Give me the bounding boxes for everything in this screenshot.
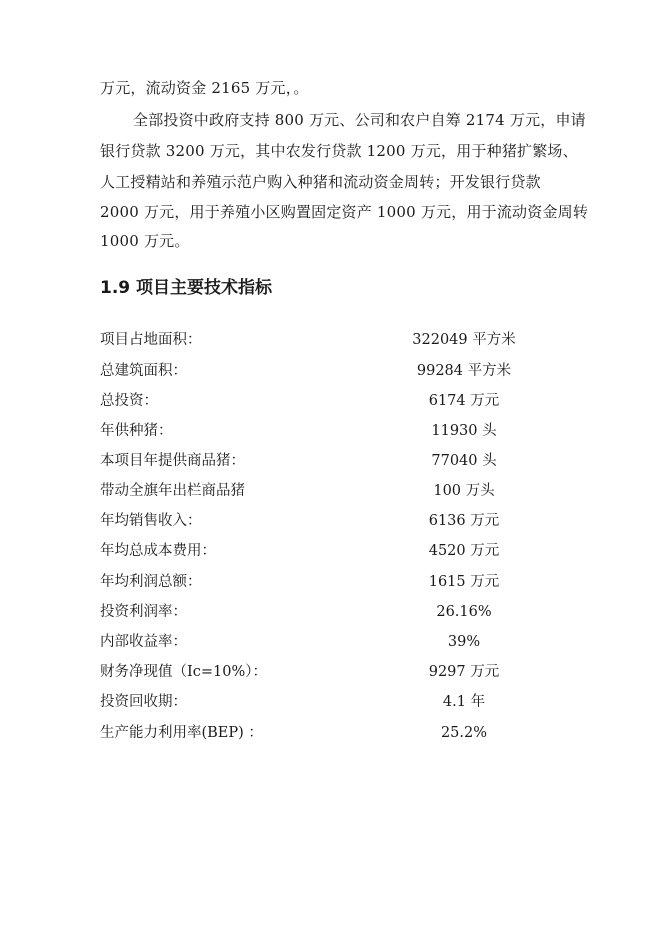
- metric-row: [100, 480, 560, 502]
- metric-value: 9297 万元: [428, 664, 500, 680]
- paragraph-line: 2000 万元，用于养殖小区购置固定资产 1000 万元，用于流动资金周转: [100, 203, 589, 221]
- paragraph-line: 万元，流动资金 2165 万元，。: [100, 79, 309, 97]
- metric-value: 1615 万元: [428, 574, 500, 590]
- metric-row: [100, 450, 560, 472]
- paragraph-line: 1000 万元。: [100, 232, 190, 250]
- metric-row: [100, 360, 560, 382]
- metric-label: 总投资：: [100, 393, 158, 409]
- metric-value: 77040 头: [431, 453, 497, 469]
- metric-label: 年均销售收入：: [100, 513, 202, 529]
- metric-value: 322049 平方米: [412, 332, 516, 348]
- metric-row: [100, 601, 560, 623]
- metric-row: [100, 571, 560, 593]
- section-heading: 1.9 项目主要技术指标: [100, 278, 273, 298]
- metric-label: 内部收益率：: [100, 634, 187, 650]
- metric-value: 99284 平方米: [416, 363, 512, 379]
- metric-row: [100, 390, 560, 412]
- metric-label: 生产能力利用率(BEP) ：: [100, 725, 263, 741]
- metric-label: 投资回收期：: [100, 694, 187, 710]
- metric-value: 26.16%: [436, 604, 492, 620]
- metric-label: 投资利润率：: [100, 604, 187, 620]
- metric-value: 4520 万元: [428, 543, 500, 559]
- metric-row: [100, 329, 560, 351]
- metric-label: 年均总成本费用：: [100, 543, 216, 559]
- metric-row: [100, 631, 560, 653]
- metric-row: [100, 661, 560, 683]
- metric-value: 39%: [447, 634, 481, 650]
- metric-value: 6136 万元: [428, 513, 500, 529]
- metric-value: 4.1 年: [442, 694, 486, 710]
- metric-value: 25.2%: [440, 725, 488, 741]
- metric-value: 11930 头: [431, 423, 497, 439]
- metric-label: 带动全旗年出栏商品猪: [100, 483, 245, 499]
- metric-label: 总建筑面积：: [100, 363, 187, 379]
- metric-value: 100 万头: [433, 483, 495, 499]
- metric-label: 财务净现值（Ic=10%）：: [100, 664, 267, 680]
- paragraph-line: 全部投资中政府支持 800 万元、公司和农户自筹 2174 万元，申请: [133, 111, 586, 129]
- metric-row: [100, 420, 560, 442]
- metric-label: 本项目年提供商品猪：: [100, 453, 245, 469]
- metric-value: 6174 万元: [428, 393, 500, 409]
- metric-label: 项目占地面积：: [100, 332, 202, 348]
- paragraph-line: 银行贷款 3200 万元，其中农发行贷款 1200 万元，用于种猪扩繁场、: [100, 142, 578, 160]
- paragraph-line: 人工授精站和养殖示范户购入种猪和流动资金周转；开发银行贷款: [100, 173, 541, 191]
- metric-label: 年供种猪：: [100, 423, 173, 439]
- metric-label: 年均利润总额：: [100, 574, 202, 590]
- metric-row: [100, 540, 560, 562]
- metric-row: [100, 722, 560, 744]
- metric-row: [100, 691, 560, 713]
- metric-row: [100, 510, 560, 532]
